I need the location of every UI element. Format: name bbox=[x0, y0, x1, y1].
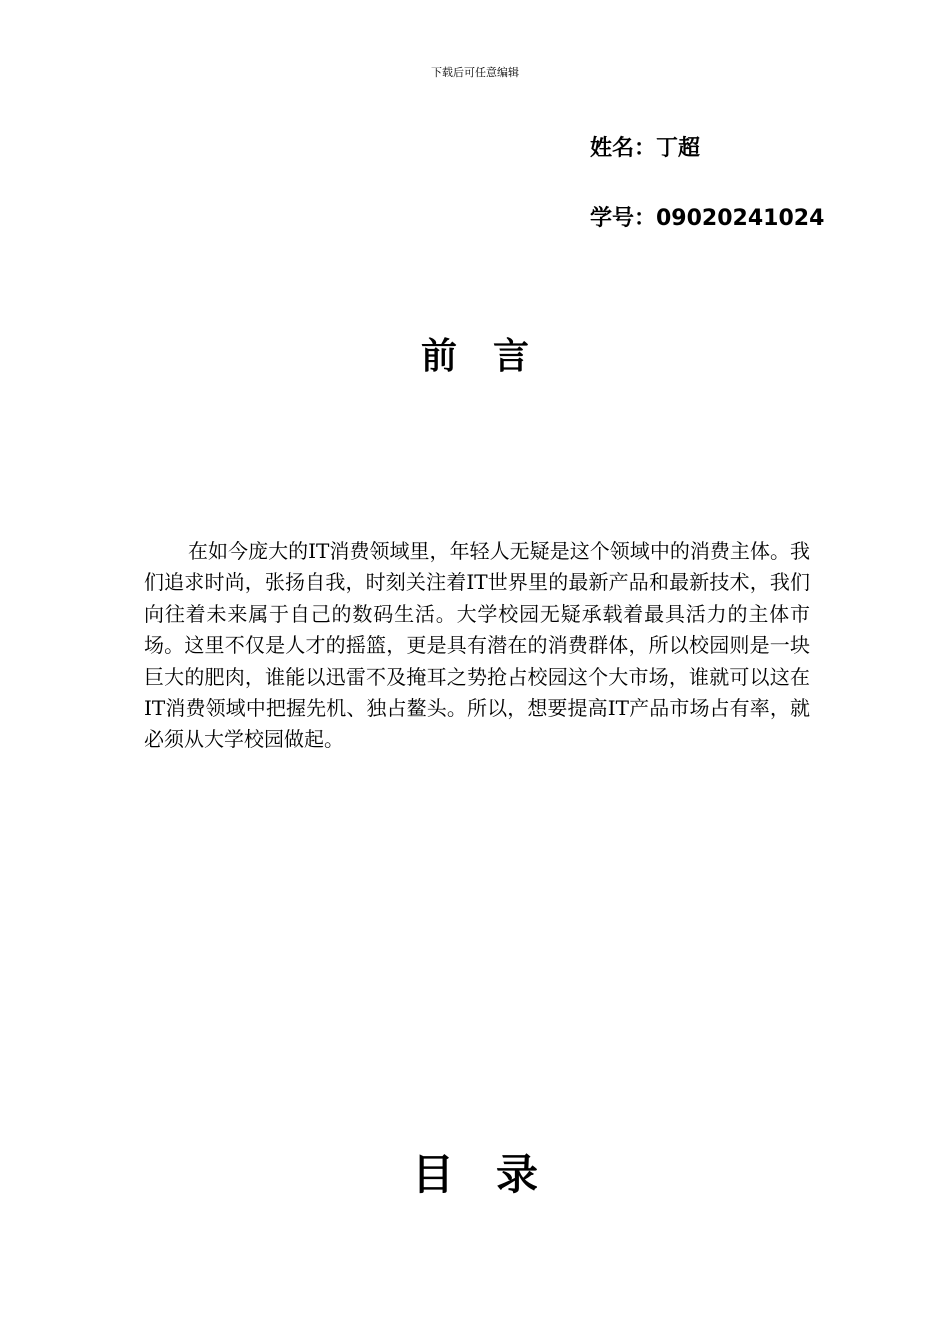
preface-title: 前 言 bbox=[420, 335, 529, 377]
toc-title: 目 录 bbox=[411, 1150, 538, 1199]
preface-paragraph: 在如今庞大的IT消费领域里，年轻人无疑是这个领域中的消费主体。我们追求时尚，张扬自我，时刻关注着IT世界里的最新产品和最新技术，我们向往着未来属于自己的数码生活。大学校园无疑承载着最具活力的主体市场。这里不仅是人才的摇篮，更是具有潜在的消费群体，所以校园则是一块巨大的肥肉，谁能以迅雷不及掩耳之势抢占校园这个大市场，谁就可以这在IT消费领域中把握先机、独占鳌头。所以，想要提高IT产品市场占有率，就必须从大学校园做起。 bbox=[144, 539, 810, 752]
student-name: 姓名：丁超 bbox=[590, 136, 701, 161]
header-note: 下载后可任意编辑 bbox=[431, 66, 519, 79]
student-id: 学号：09020241024 bbox=[590, 206, 825, 231]
